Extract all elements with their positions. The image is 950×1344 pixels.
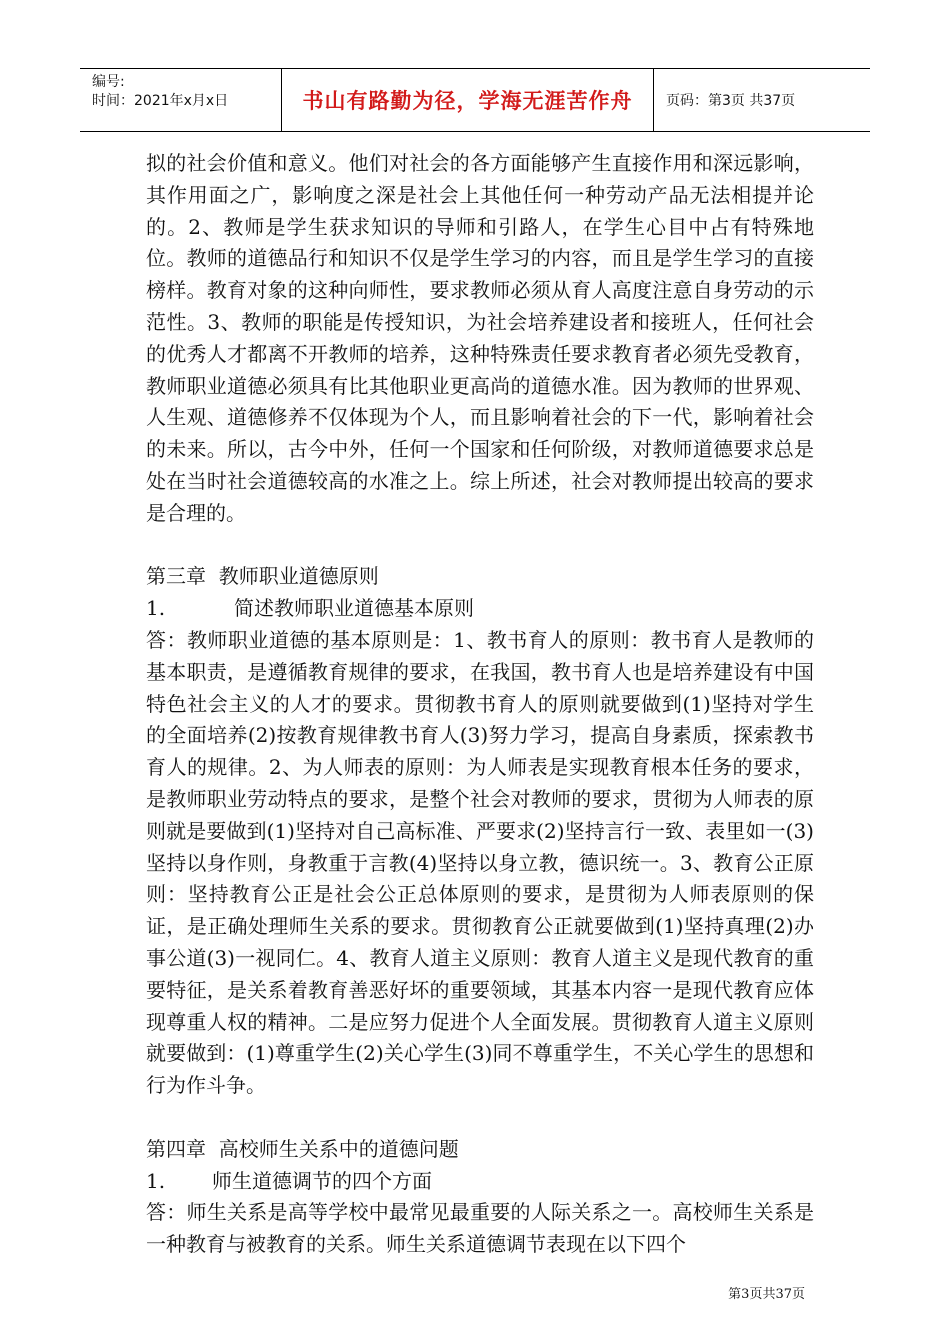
paragraph-gap: [146, 1102, 814, 1134]
paragraph-gap: [146, 530, 814, 562]
chapter-4-answer: 答：师生关系是高等学校中最常见最重要的人际关系之一。高校师生关系是一种教育与被教育的关系。师生关系道德调节表现在以下四个: [146, 1200, 814, 1257]
chapter-3-question: [146, 593, 814, 625]
chapter-3-answer: 答：教师职业道德的基本原则是：1、教书育人的原则：教书育人是教师的基本职责，是遵循教育规律的要求，在我国，教书育人也是培养建设有中国特色社会主义的人才的要求。贯彻教书育人的原则就要做到(1)坚持对学生的全面培养(2)按教育规律教书育人(3)努力学习，提高自身素质，探索教书育人的规律。2、为人师表的原则：为人师表是实现教育根本任务的要求，是教师职业劳动特点的要求，是整个社会对教师的要求，贯彻为人师表的原则就是要做到(1)坚持对自己高标准、严要求(2)坚持言行一致、表里如一(3)坚持以身作则，身教重于言教(4)坚持以身立教，德识统一。3、教育公正原则：坚持教育公正是社会公正总体原则的要求，是贯彻为人师表原则的保证，是正确处理师生关系的要求。贯彻教育公正就要做到(1)坚持真理(2)办事公道(3)一视同仁。4、教育人道主义原则：教育人道主义是现代教育的重要特征，是关系着教育善恶好坏的重要领域，其基本内容一是现代教育应体现尊重人权的精神。二是应努力促进个人全面发展。贯彻教育人道主义原则就要做到：(1)尊重学生(2)关心学生(3)同不尊重学生，不关心学生的思想和行为作斗争。: [146, 627, 814, 1098]
chapter-4-question-number: 1.: [146, 1168, 166, 1193]
document-number-label: 编号:: [92, 74, 125, 90]
chapter-4-question: [146, 1166, 814, 1198]
page-header: [80, 68, 870, 132]
chapter-3-question-number: 1.: [146, 596, 166, 621]
chapter-3-question-text: 简述教师职业道德基本原则: [234, 596, 474, 621]
header-meta-cell: [80, 69, 282, 131]
document-body: [146, 148, 814, 1261]
page-footer: 第3页共37页: [728, 1287, 805, 1302]
chapter-3-title: 第三章 教师职业道德原则: [146, 564, 379, 589]
intro-paragraph: 拟的社会价值和意义。他们对社会的各方面能够产生直接作用和深远影响，其作用面之广，影响度之深是社会上其他任何一种劳动产品无法相提并论的。2、教师是学生获求知识的导师和引路人，在学生心目中占有特殊地位。教师的道德品行和知识不仅是学生学习的内容，而且是学生学习的直接榜样。教育对象的这种向师性，要求教师必须从育人高度注意自身劳动的示范性。3、教师的职能是传授知识，为社会培养建设者和接班人，任何社会的优秀人才都离不开教师的培养，这种特殊责任要求教育者必须先受教育，教师职业道德必须具有比其他职业更高尚的道德水准。因为教师的世界观、人生观、道德修养不仅体现为个人，而且影响着社会的下一代，影响着社会的未来。所以，古今中外，任何一个国家和任何阶级，对教师道德要求总是处在当时社会道德较高的水准之上。综上所述，社会对教师提出较高的要求是合理的。: [146, 151, 814, 525]
document-time-label: 时间：2021年x月x日: [92, 93, 229, 109]
header-page-number: 页码：第3页 共37页: [666, 93, 796, 109]
chapter-4-question-text: 师生道德调节的四个方面: [212, 1168, 432, 1193]
header-motto: 书山有路勤为径，学海无涯苦作舟: [282, 69, 654, 131]
chapter-4-title: 第四章 高校师生关系中的道德问题: [146, 1136, 459, 1161]
